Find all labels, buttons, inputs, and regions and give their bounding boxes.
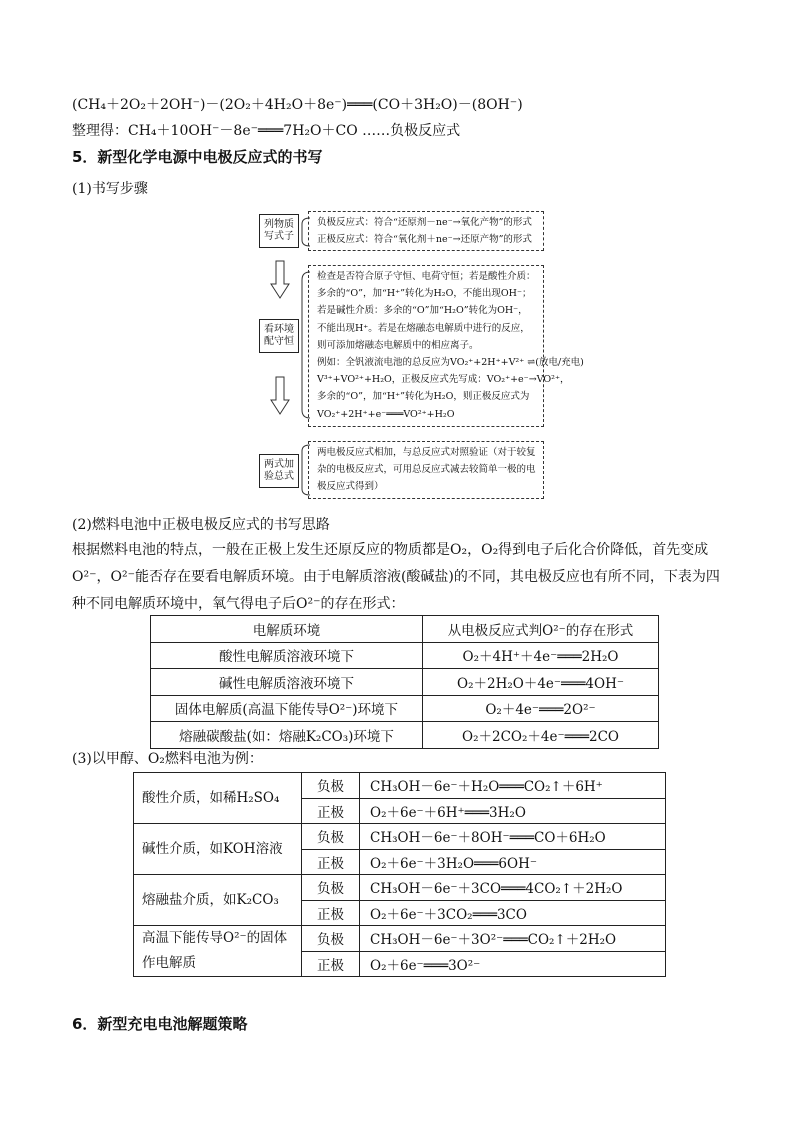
table-cell: O₂＋4H⁺＋4e⁻═══2H₂O [423, 642, 659, 669]
table-header-cell: 电解质环境 [151, 616, 423, 643]
pole-label-cell: 正极 [302, 798, 360, 824]
equation-cell: O₂＋6e⁻＋6H⁺═══3H₂O [360, 798, 666, 824]
table-row [134, 926, 666, 952]
electrode-equation-form-box [308, 211, 544, 251]
equation-cell: O₂＋6e⁻＋3H₂O═══6OH⁻ [360, 849, 666, 875]
verification-box [308, 441, 544, 499]
methanol-fuel-cell-table [133, 772, 666, 977]
equation-cell: CH₃OH－6e⁻＋H₂O═══CO₂↑＋6H⁺ [360, 773, 666, 799]
diagram-text-line: 负极反应式：符合“还原剂－ne⁻→氧化产物”的形式 [317, 217, 532, 228]
step-box-1 [259, 214, 299, 248]
subheading-writing-steps: (1)书写步骤 [72, 181, 148, 197]
equation-cell: O₂＋6e⁻═══3O²⁻ [360, 951, 666, 977]
table-cell: O₂＋2CO₂＋4e⁻═══2CO [423, 722, 659, 749]
fuel-cell-paragraph: 根据燃料电池的特点，一般在正极上发生还原反应的物质都是O₂，O₂得到电子后化合价降低，首先变成O²⁻，O²⁻能否存在要看电解质环境。由于电解质溶液(酸碱盐)的不同，其电极反应也有所不同，下表为四种不同电解质环境中，氧气得电子后O²⁻的存在形式： [72, 542, 720, 612]
table-cell: 酸性电解质溶液环境下 [151, 642, 423, 669]
section-5-heading: 5．新型化学电源中电极反应式的书写 [72, 148, 323, 166]
table-row [151, 722, 659, 749]
electrolyte-env-cell: 高温下能传导O²⁻的固体作电解质 [134, 926, 302, 977]
subheading-methanol-example: (3)以甲醇、O₂燃料电池为例： [72, 751, 263, 767]
pole-label-cell: 负极 [302, 875, 360, 901]
diagram-text-line: VO₂⁺+2H⁺+e⁻═══VO²⁺+H₂O [317, 408, 455, 420]
diagram-text-line: 正极反应式：符合“氧化剂＋ne⁻→还原产物”的形式 [317, 234, 532, 245]
table-row [151, 695, 659, 722]
electrolyte-env-cell: 熔融盐介质，如K₂CO₃ [134, 875, 302, 926]
table-header-cell: 从电极反应式判O²⁻的存在形式 [423, 616, 659, 643]
table-row [134, 773, 666, 799]
diagram-text-line: 则可添加熔融态电解质中的相应离子。 [317, 339, 479, 351]
electrolyte-table [150, 615, 659, 749]
electrolyte-env-cell: 酸性介质，如稀H₂SO₄ [134, 773, 302, 824]
diagram-text-line: 极反应式得到） [317, 481, 384, 492]
step-3-label: 两式加 验总式 [264, 459, 294, 482]
diagram-text-line: 多余的“O”，加“H⁺”转化为H₂O，则正极反应式为 [317, 391, 530, 403]
equation-cell: CH₃OH－6e⁻＋3O²⁻═══CO₂↑＋2H₂O [360, 926, 666, 952]
step-box-2 [259, 319, 299, 353]
table-header-row [151, 616, 659, 643]
table-cell: 碱性电解质溶液环境下 [151, 669, 423, 696]
diagram-text-line: 不能出现H⁺。若是在熔融态电解质中进行的反应， [317, 322, 530, 334]
table-cell: 熔融碳酸盐(如：熔融K₂CO₃)环境下 [151, 722, 423, 749]
conservation-check-box [308, 265, 584, 427]
down-arrow-icon [270, 376, 290, 416]
diagram-text-line: 检查是否符合原子守恒、电荷守恒；若是酸性介质： [317, 271, 536, 282]
diagram-text-line: 两电极反应式相加，与总反应式对照验证（对于较复 [317, 447, 536, 458]
table-row [151, 642, 659, 669]
diagram-text-line: 例如：全钒液流电池的总反应为VO₂⁺+2H⁺+V²⁺ ⇌(放电/充电) [317, 357, 584, 369]
electrolyte-env-cell: 碱性介质，如KOH溶液 [134, 824, 302, 875]
table-cell: O₂＋2H₂O＋4e⁻═══4OH⁻ [423, 669, 659, 696]
pole-label-cell: 正极 [302, 951, 360, 977]
diagram-text-line: V³⁺+VO²⁺+H₂O，正极反应式先写成：VO₂⁺+e⁻→VO²⁺， [317, 374, 570, 386]
equation-line-1: (CH₄＋2O₂＋2OH⁻)－(2O₂＋4H₂O＋8e⁻)═══(CO＋3H₂O)－(8OH⁻) [72, 97, 523, 113]
subheading-fuel-cell: (2)燃料电池中正极电极反应式的书写思路 [72, 517, 330, 533]
diagram-text-line: 多余的“O”，加“H⁺”转化为H₂O，不能出现OH⁻； [317, 288, 532, 300]
step-box-3 [259, 454, 299, 488]
step-1-label: 列物质 写式子 [264, 219, 294, 242]
equation-cell: CH₃OH－6e⁻＋8OH⁻═══CO＋6H₂O [360, 824, 666, 850]
table-cell: O₂＋4e⁻═══2O²⁻ [423, 695, 659, 722]
diagram-text-line: 杂的电极反应式，可用总反应式减去较简单一极的电 [317, 464, 536, 475]
pole-label-cell: 负极 [302, 926, 360, 952]
pole-label-cell: 正极 [302, 849, 360, 875]
diagram-text-line: 若是碱性介质：多余的“O”加“H₂O”转化为OH⁻， [317, 305, 528, 317]
down-arrow-icon [270, 260, 290, 300]
pole-label-cell: 正极 [302, 900, 360, 926]
pole-label-cell: 负极 [302, 773, 360, 799]
equation-cell: CH₃OH－6e⁻＋3CO═══4CO₂↑＋2H₂O [360, 875, 666, 901]
equation-cell: O₂＋6e⁻＋3CO₂═══3CO [360, 900, 666, 926]
equation-line-2: 整理得：CH₄＋10OH⁻－8e⁻═══7H₂O＋CO ……负极反应式 [72, 123, 461, 139]
table-row [134, 875, 666, 901]
table-row [151, 669, 659, 696]
pole-label-cell: 负极 [302, 824, 360, 850]
section-6-heading: 6．新型充电电池解题策略 [72, 1015, 248, 1033]
step-2-label: 看环境 配守恒 [264, 324, 294, 347]
table-row [134, 824, 666, 850]
table-cell: 固体电解质(高温下能传导O²⁻)环境下 [151, 695, 423, 722]
